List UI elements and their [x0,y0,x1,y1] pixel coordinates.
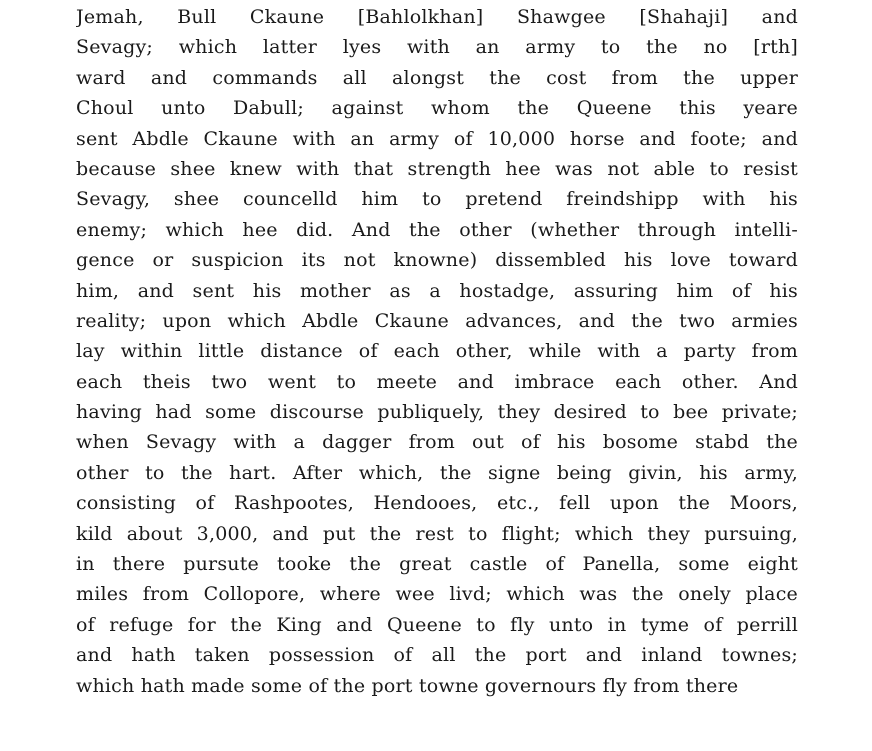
text-line: and hath taken possession of all the port and inland townes; [76,644,798,667]
text-line: Sevagy, shee councelld him to pretend freindshipp with his [76,188,798,211]
text-line: enemy; which hee did. And the other (whether through intelli- [76,218,798,241]
text-line: because shee knew with that strength hee was not able to resist [76,157,798,180]
text-line: sent Abdle Ckaune with an army of 10,000 horse and foote; and [76,127,798,150]
text-line: reality; upon which Abdle Ckaune advances, and the two armies [76,309,798,332]
text-line: of refuge for the King and Queene to fly unto in tyme of perrill [76,613,798,636]
text-line: when Sevagy with a dagger from out of his bosome stabd the [76,431,798,454]
text-line: consisting of Rashpootes, Hendooes, etc., fell upon the Moors, [76,492,798,515]
text-line: in there pursute tooke the great castle of Panella, some eight [76,553,798,576]
text-line: gence or suspicion its not knowne) dissembled his love toward [76,249,798,272]
text-line: each theis two went to meete and imbrace each other. And [76,370,798,393]
text-line: having had some discourse publiquely, they desired to bee private; [76,401,798,424]
text-line: miles from Collopore, where wee livd; which was the onely place [76,583,798,606]
text-line: Jemah, Bull Ckaune [Bahlolkhan] Shawgee [Shahaji] and [76,6,798,28]
text-line: other to the hart. After which, the signe being givin, his army, [76,461,798,484]
text-line: kild about 3,000, and put the rest to flight; which they pursuing, [76,522,798,545]
text-line: him, and sent his mother as a hostadge, assuring him of his [76,279,798,302]
text-line: lay within little distance of each other, while with a party from [76,340,798,363]
text-line: ward and commands all alongst the cost from the upper [76,66,798,89]
text-line: which hath made some of the port towne governours fly from there [76,674,739,697]
text-body [76,2,798,701]
text-line: Sevagy; which latter lyes with an army to the no [rth] [76,36,798,59]
text-line: Choul unto Dabull; against whom the Queene this yeare [76,97,798,120]
